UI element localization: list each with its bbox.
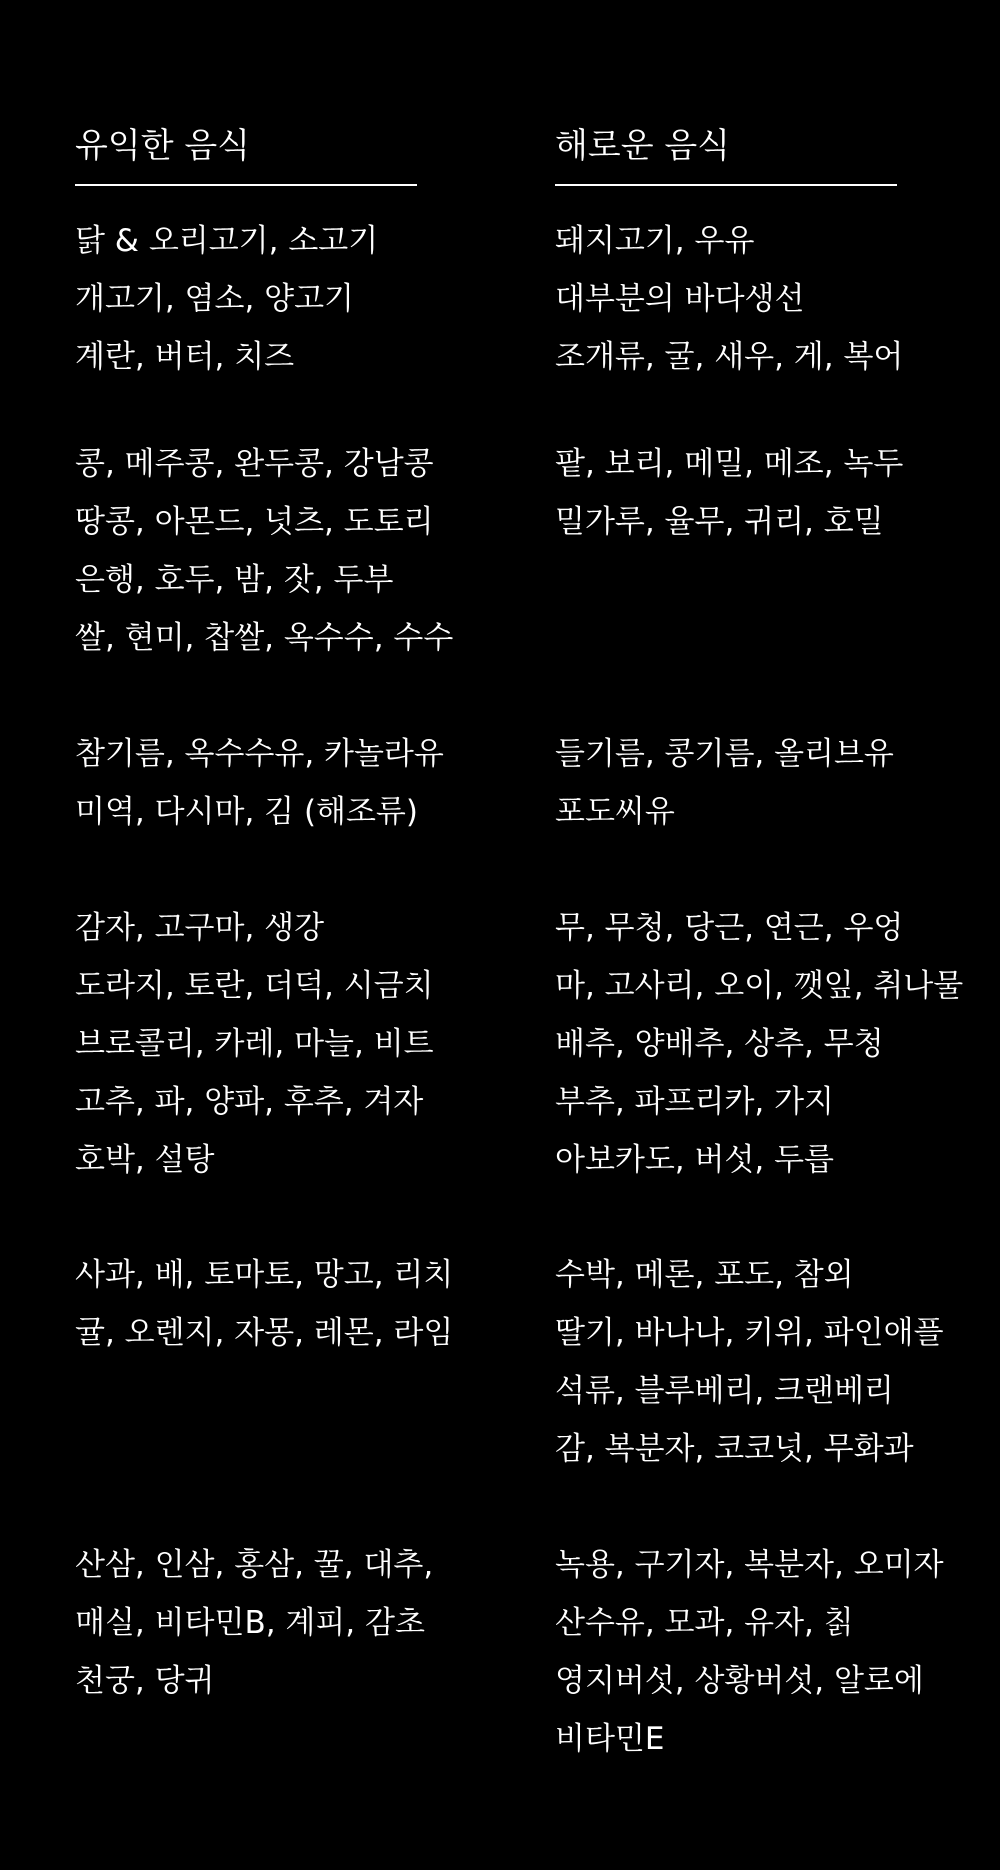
harmful-line: 부추, 파프리카, 가지 [555,1084,834,1120]
beneficial-foods-heading: 유익한 음식 [75,126,251,166]
harmful-line: 녹용, 구기자, 복분자, 오미자 [555,1547,944,1583]
beneficial-heading-underline [75,184,417,186]
harmful-foods-heading: 해로운 음식 [555,126,731,166]
beneficial-line: 계란, 버터, 치즈 [75,339,295,375]
beneficial-line: 쌀, 현미, 찹쌀, 옥수수, 수수 [75,620,454,656]
harmful-line: 조개류, 굴, 새우, 게, 복어 [555,339,904,375]
harmful-line: 포도씨유 [555,794,675,830]
beneficial-group-fruits [75,1246,453,1362]
beneficial-group-vegetables [75,899,434,1189]
harmful-line: 영지버섯, 상황버섯, 알로에 [555,1663,924,1699]
harmful-group-fruits [555,1246,944,1478]
harmful-line: 석류, 블루베리, 크랜베리 [555,1373,894,1409]
harmful-line: 감, 복분자, 코코넛, 무화과 [555,1431,914,1467]
harmful-group-herbs [555,1536,944,1768]
beneficial-line: 사과, 배, 토마토, 망고, 리치 [75,1257,454,1293]
beneficial-line: 닭 & 오리고기, 소고기 [75,223,379,259]
beneficial-line: 호박, 설탕 [75,1142,215,1178]
beneficial-group-meat [75,212,378,386]
beneficial-line: 브로콜리, 카레, 마늘, 비트 [75,1026,434,1062]
harmful-group-meat [555,212,903,386]
harmful-line: 마, 고사리, 오이, 깻잎, 취나물 [555,968,964,1004]
beneficial-line: 콩, 메주콩, 완두콩, 강남콩 [75,446,434,482]
harmful-line: 배추, 양배추, 상추, 무청 [555,1026,884,1062]
beneficial-line: 고추, 파, 양파, 후추, 겨자 [75,1084,424,1120]
beneficial-group-grains [75,435,453,667]
harmful-heading-underline [555,184,897,186]
harmful-line: 무, 무청, 당근, 연근, 우엉 [555,910,904,946]
beneficial-line: 매실, 비타민B, 계피, 감초 [75,1605,425,1641]
harmful-line: 딸기, 바나나, 키위, 파인애플 [555,1315,944,1351]
harmful-line: 돼지고기, 우유 [555,223,755,259]
harmful-group-oils [555,725,894,841]
beneficial-line: 산삼, 인삼, 홍삼, 꿀, 대추, [75,1547,434,1583]
harmful-line: 밀가루, 율무, 귀리, 호밀 [555,504,884,540]
harmful-group-grains [555,435,903,551]
harmful-line: 팥, 보리, 메밀, 메조, 녹두 [555,446,904,482]
harmful-line: 비타민E [555,1721,665,1757]
beneficial-line: 감자, 고구마, 생강 [75,910,325,946]
beneficial-line: 도라지, 토란, 더덕, 시금치 [75,968,434,1004]
harmful-line: 아보카도, 버섯, 두릅 [555,1142,834,1178]
beneficial-line: 귤, 오렌지, 자몽, 레몬, 라임 [75,1315,454,1351]
beneficial-line: 은행, 호두, 밤, 잣, 두부 [75,562,394,598]
harmful-line: 들기름, 콩기름, 올리브유 [555,736,894,772]
beneficial-line: 개고기, 염소, 양고기 [75,281,354,317]
beneficial-line: 참기름, 옥수수유, 카놀라유 [75,736,444,772]
harmful-line: 대부분의 바다생선 [555,281,805,317]
harmful-line: 수박, 메론, 포도, 참외 [555,1257,854,1293]
beneficial-line: 미역, 다시마, 김 (해조류) [75,794,418,830]
harmful-line: 산수유, 모과, 유자, 칡 [555,1605,854,1641]
beneficial-line: 땅콩, 아몬드, 넛츠, 도토리 [75,504,434,540]
beneficial-line: 천궁, 당귀 [75,1663,215,1699]
harmful-group-vegetables [555,899,963,1189]
beneficial-group-herbs [75,1536,433,1710]
beneficial-group-oils [75,725,444,841]
